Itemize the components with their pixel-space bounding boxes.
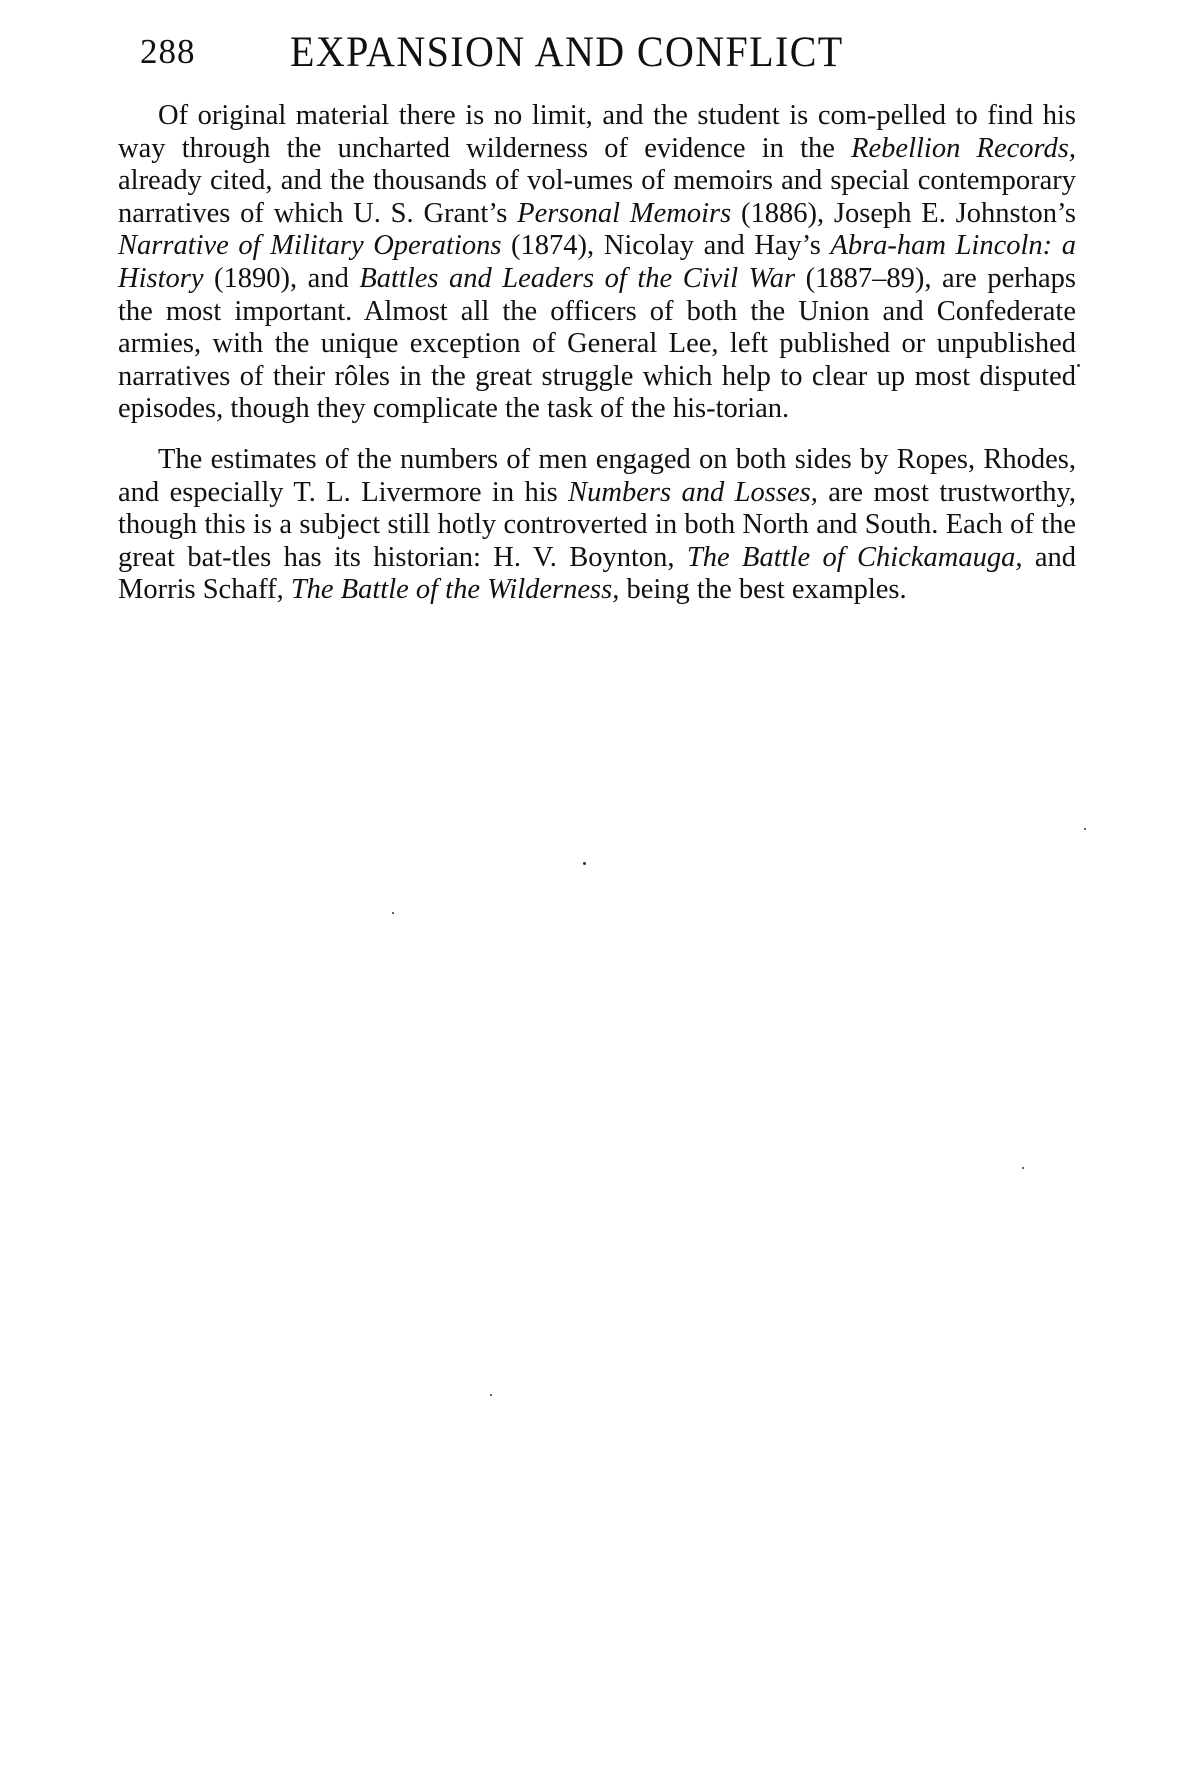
running-head [140, 28, 1040, 88]
italic-title: Battles and Leaders of the Civil War [359, 262, 796, 294]
paragraph-1 [118, 100, 1076, 426]
text-run: (1887–89), are perhaps the most important. Almost all the officers of both the Union and Confederate armies, with the unique exception of General Lee, left published or unpublished narratives of their rôles in the great struggle which help to clear up most disputed episodes, though they complicate the task of the his-torian. [118, 262, 1076, 425]
paragraph-2 [118, 444, 1076, 607]
italic-title: The Battle of Chickamauga, [686, 541, 1023, 573]
text-run: being the best examples. [619, 574, 907, 606]
text-run: already cited, and the thousands of vol-umes of memoirs and special contemporary narratives of which U. S. Grant’s [118, 165, 1076, 229]
scan-speck [1022, 1167, 1024, 1169]
scan-speck [490, 1394, 492, 1396]
scan-speck [583, 862, 586, 865]
italic-title: Numbers and Losses, [568, 476, 818, 508]
scan-speck [1084, 828, 1086, 830]
scan-speck [392, 912, 394, 914]
text-run: The estimates of the numbers of men engaged on both sides by Ropes, Rhodes, and especially T. L. Livermore in his [118, 443, 1076, 508]
text-run: Of original material there is no limit, and the student is com-pelled to find his way through the uncharted wilderness of evidence in the [118, 100, 1076, 164]
italic-title: Rebellion Records, [851, 132, 1077, 164]
text-run: (1890), and [203, 262, 360, 294]
italic-title: Abra-ham Lincoln: a History [118, 230, 1076, 294]
text-run: (1874), Nicolay and Hay’s [501, 230, 831, 262]
running-title: EXPANSION AND CONFLICT [290, 29, 844, 76]
body-text [118, 100, 1076, 607]
scan-speck [1077, 364, 1080, 367]
text-run: and Morris Schaff, [118, 541, 1077, 606]
italic-title: Narrative of Military Operations [118, 230, 502, 262]
page-number: 288 [140, 32, 196, 71]
text-run: are most trustworthy, though this is a subject still hotly controverted in both North and South. Each of the great bat-tles has its historian: H. V. Boynton, [118, 476, 1076, 573]
italic-title: Personal Memoirs [517, 197, 732, 229]
italic-title: The Battle of the Wilderness, [290, 574, 620, 606]
text-run: (1886), Joseph E. Johnston’s [731, 197, 1076, 229]
